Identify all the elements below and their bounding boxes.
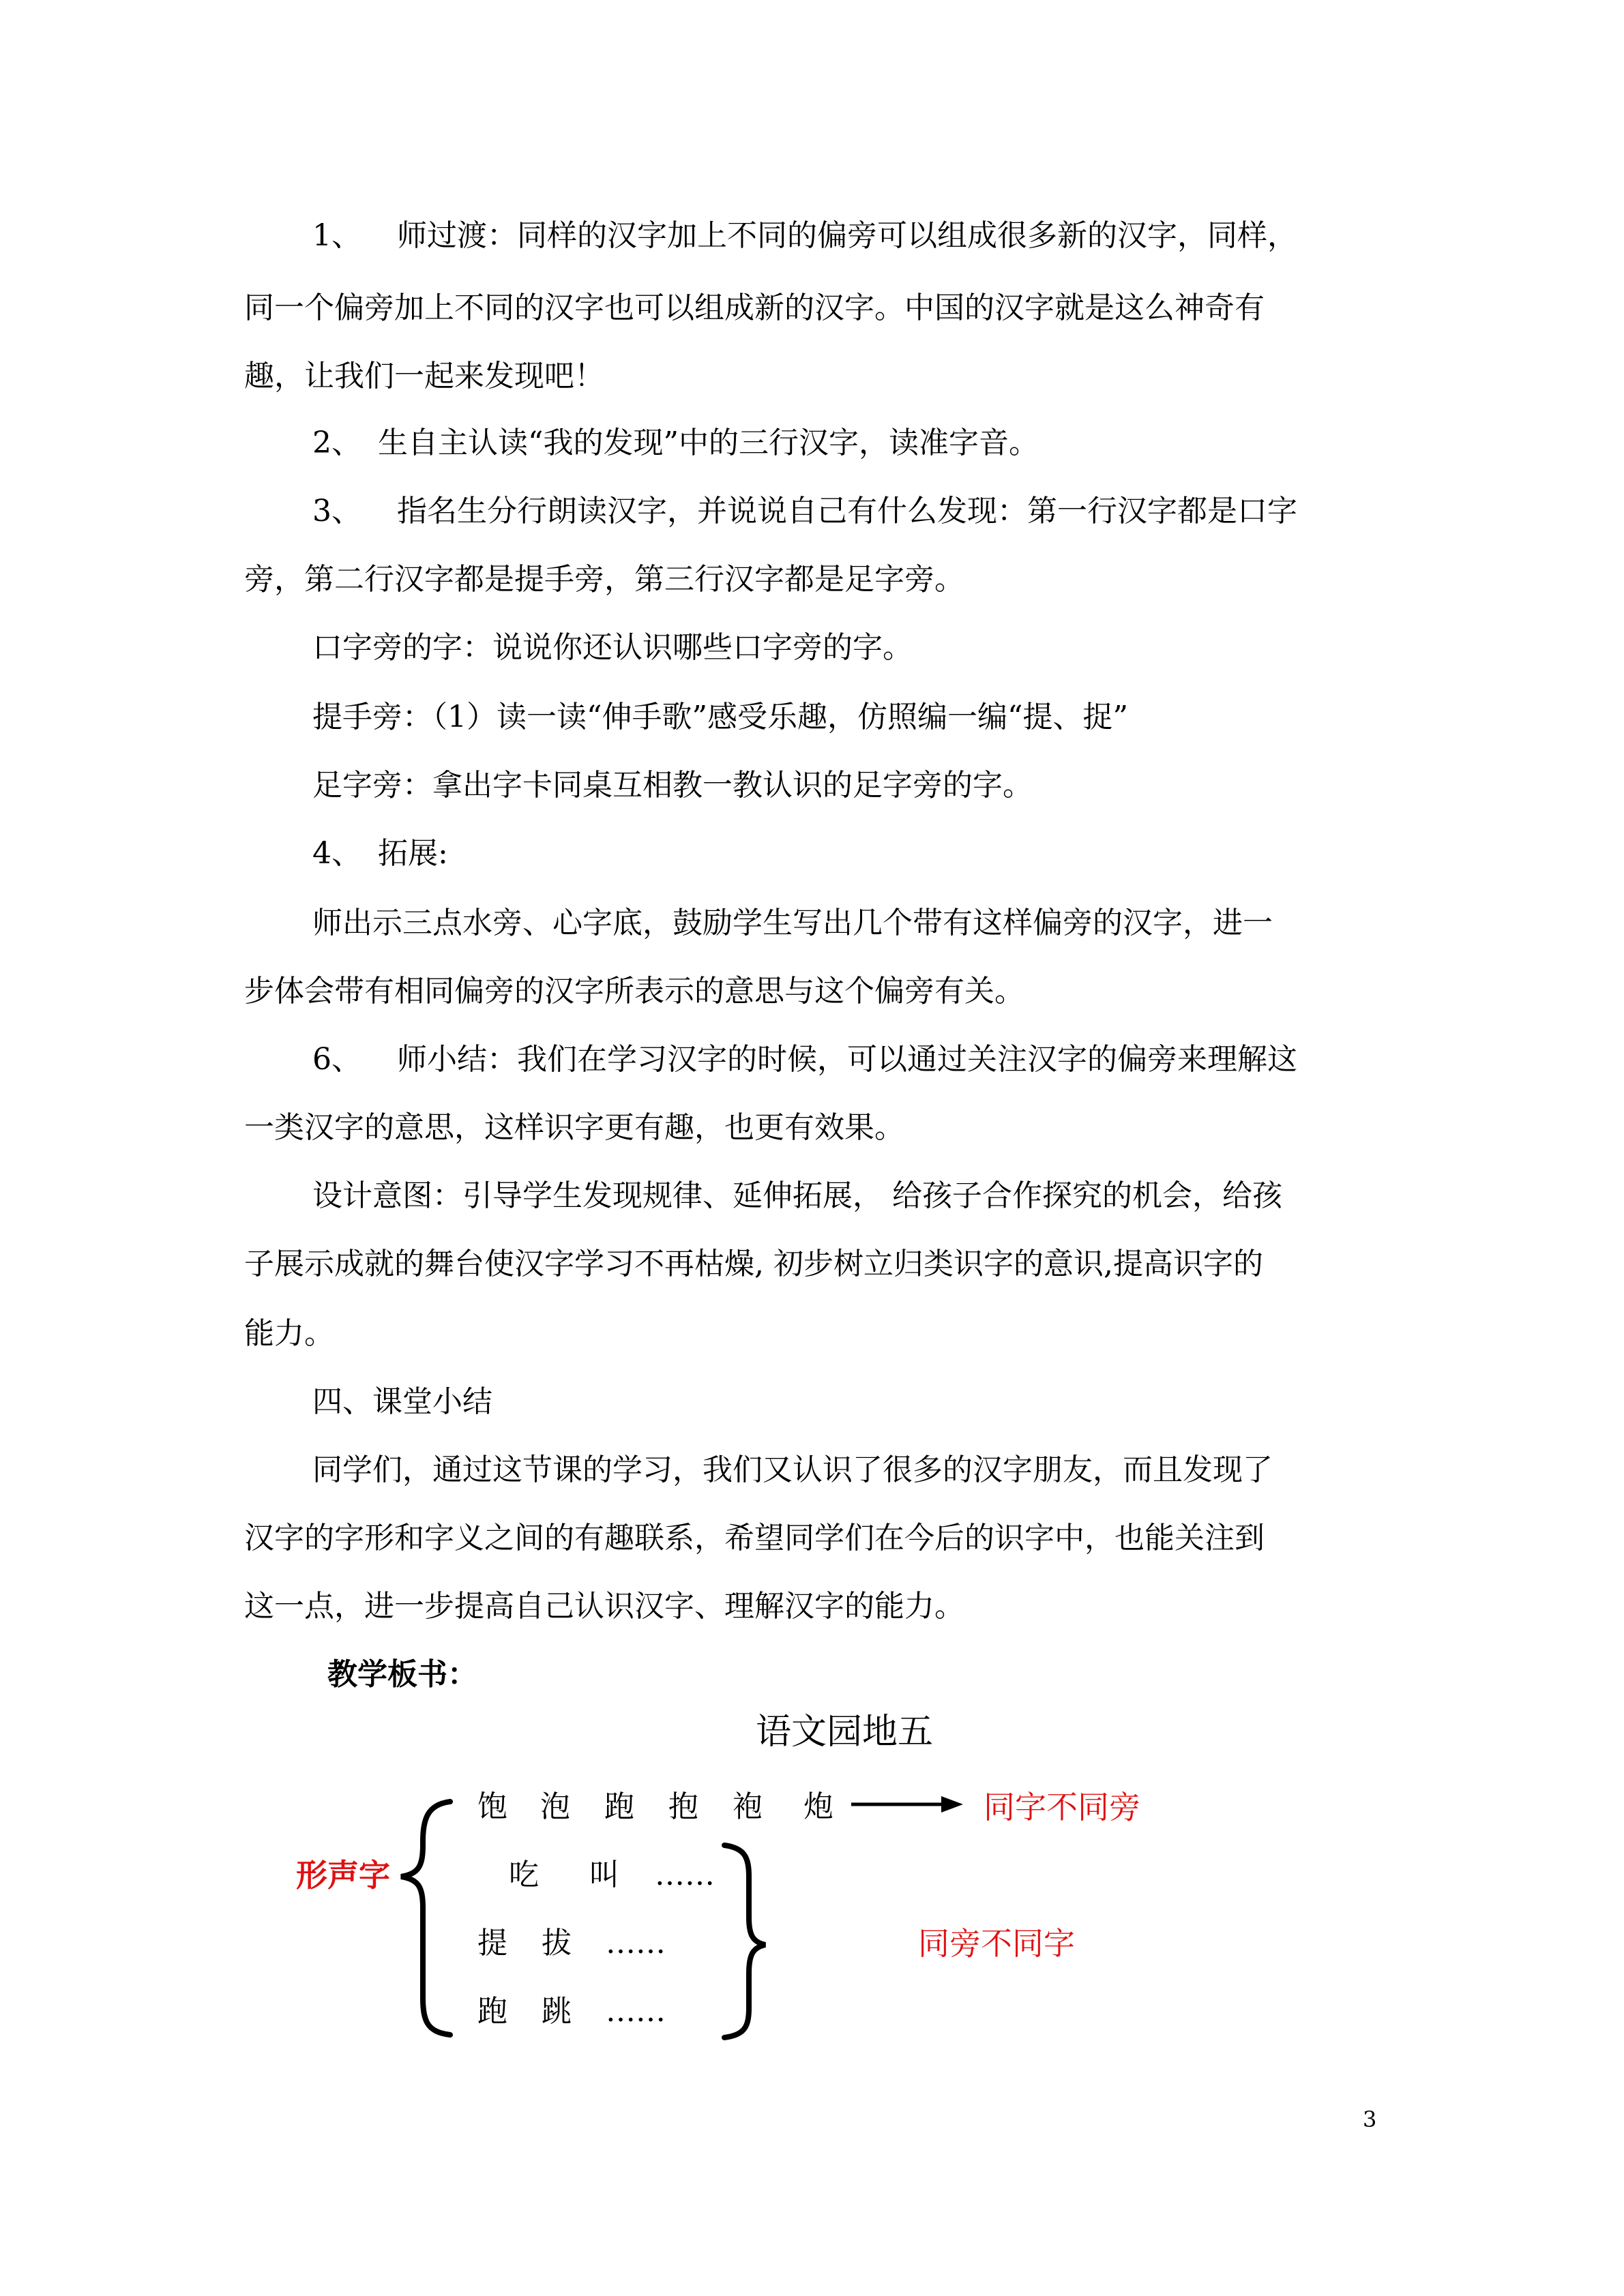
kou-radical-line: 口字旁的字：说说你还认识哪些口字旁的字。 <box>312 630 913 665</box>
para-1-line-2: 同一个偏旁加上不同的汉字也可以组成新的汉字。中国的汉字就是这么神奇有 <box>244 290 1265 325</box>
para-3-line-2: 旁，第二行汉字都是提手旁，第三行汉字都是足字旁。 <box>244 562 964 597</box>
design-line-2: 子展示成就的舞台使汉字学习不再枯燥, 初步树立归类识字的意识,提高识字的 <box>244 1247 1263 1281</box>
ti-radical-line: 提手旁：（1）读一读“伸手歌”感受乐趣，仿照编一编“提、捉” <box>312 700 1128 734</box>
char-chi: 吃 <box>509 1858 539 1892</box>
board-row-1 <box>477 1788 846 1826</box>
char-pao-foot: 跑 <box>604 1789 634 1824</box>
para-2-text: 生自主认读“我的发现”中的三行汉字，读准字音。 <box>378 426 1039 460</box>
para-6-line-2: 一类汉字的意思，这样识字更有趣，也更有效果。 <box>244 1110 904 1145</box>
board-row-4 <box>477 1993 696 2031</box>
para-4-line-1 <box>312 835 448 873</box>
para-2-line-1 <box>312 424 1039 462</box>
para-6-number: 6、 <box>312 1042 361 1077</box>
char-bao-hand: 抱 <box>668 1789 698 1824</box>
char-pao-run: 跑 <box>477 1994 507 2029</box>
row-2-ellipsis: …… <box>655 1858 715 1892</box>
same-char-diff-radical-label: 同字不同旁 <box>984 1789 1140 1825</box>
summary-line-3: 这一点，进一步提高自己认识汉字、理解汉字的能力。 <box>244 1589 964 1624</box>
char-bao: 饱 <box>477 1789 507 1824</box>
char-ti: 提 <box>477 1926 507 1960</box>
summary-line-2: 汉字的字形和字义之间的有趣联系，希望同学们在今后的识字中，也能关注到 <box>244 1521 1265 1555</box>
same-radical-diff-char-label: 同旁不同字 <box>918 1925 1075 1962</box>
para-4-number: 4、 <box>312 836 361 871</box>
para-4-text: 拓展: <box>378 836 448 871</box>
zu-radical-line: 足字旁：拿出字卡同桌互相教一教认识的足字旁的字。 <box>312 768 1033 803</box>
para-4-body-line-1: 师出示三点水旁、心字底，鼓励学生写出几个带有这样偏旁的汉字，进一 <box>312 906 1273 940</box>
board-row-2 <box>509 1856 727 1894</box>
xingsheng-label: 形声字 <box>296 1857 390 1894</box>
para-1-line-3: 趣，让我们一起来发现吧！ <box>244 359 604 393</box>
board-row-3 <box>477 1924 696 1963</box>
design-line-3: 能力。 <box>244 1316 334 1351</box>
para-3-number: 3、 <box>312 494 361 528</box>
para-3-line-1 <box>312 492 1297 531</box>
char-pao-cloth: 袍 <box>733 1789 763 1824</box>
summary-line-1: 同学们，通过这节课的学习，我们又认识了很多的汉字朋友，而且发现了 <box>312 1452 1273 1487</box>
row-4-ellipsis: …… <box>606 1994 666 2029</box>
board-heading: 教学板书： <box>327 1657 477 1692</box>
para-1-text: 师过渡：同样的汉字加上不同的偏旁可以组成很多新的汉字，同样， <box>397 218 1297 253</box>
section-heading: 四、课堂小结 <box>312 1384 492 1419</box>
left-brace <box>401 1802 450 2035</box>
arrow-head <box>941 1796 963 1813</box>
char-tiao: 跳 <box>542 1994 572 2029</box>
board-title: 语文园地五 <box>756 1712 934 1753</box>
char-pao-water: 泡 <box>540 1789 570 1824</box>
para-2-number: 2、 <box>312 426 361 460</box>
right-brace <box>724 1845 765 2038</box>
para-1-line-1 <box>312 217 1297 255</box>
design-line-1: 设计意图：引导学生发现规律、延伸拓展， 给孩子合作探究的机会，给孩 <box>312 1178 1282 1213</box>
char-pao-fire: 炮 <box>803 1789 833 1824</box>
row-3-ellipsis: …… <box>606 1926 666 1960</box>
page-number: 3 <box>1363 2106 1377 2132</box>
para-6-line-1 <box>312 1041 1297 1079</box>
para-4-body-line-2: 步体会带有相同偏旁的汉字所表示的意思与这个偏旁有关。 <box>244 974 1024 1009</box>
char-ba: 拔 <box>542 1926 572 1960</box>
char-jiao: 叫 <box>589 1858 619 1892</box>
para-6-text: 师小结：我们在学习汉字的时候，可以通过关注汉字的偏旁来理解这 <box>397 1042 1297 1077</box>
para-1-number: 1、 <box>312 218 361 253</box>
para-3-text: 指名生分行朗读汉字，并说说自己有什么发现：第一行汉字都是口字 <box>397 494 1297 528</box>
